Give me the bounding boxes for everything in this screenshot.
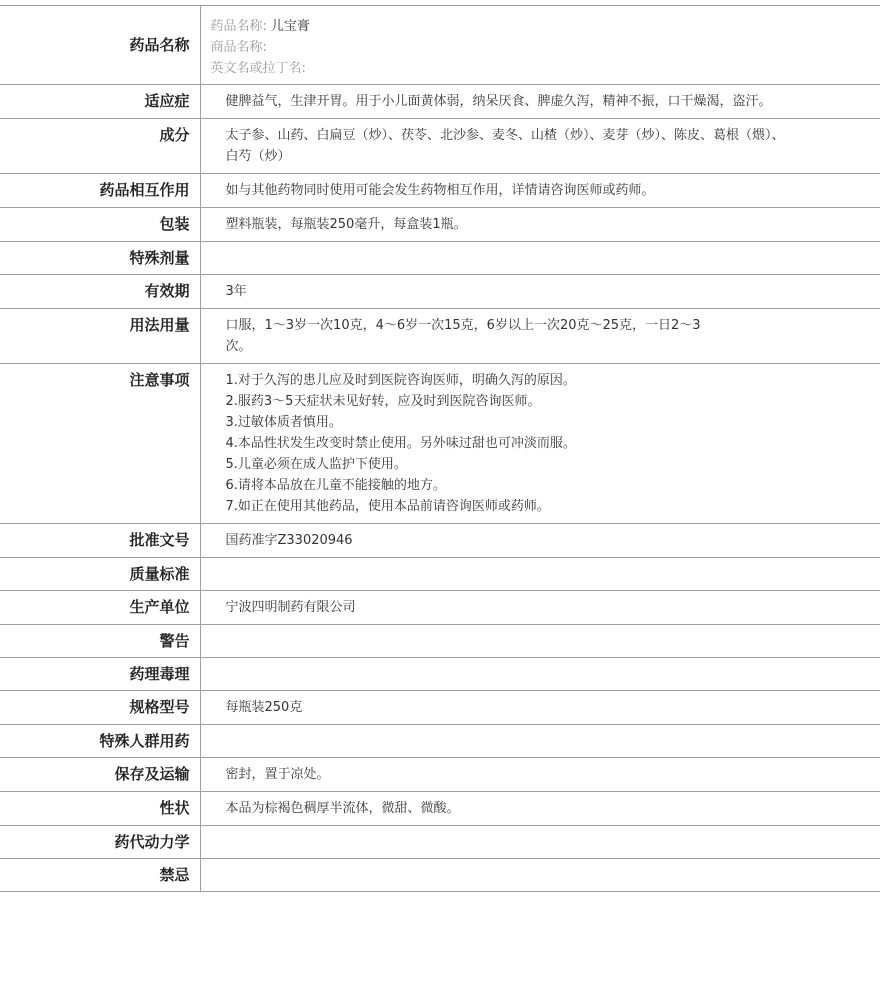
- row-pharmacology: [0, 658, 880, 691]
- label-appearance: 性状: [0, 792, 200, 826]
- row-spec: [0, 691, 880, 725]
- row-pharmacokinetics: [0, 826, 880, 859]
- row-package: [0, 208, 880, 242]
- generic-name-value: 儿宝膏: [270, 19, 310, 34]
- label-manufacturer: 生产单位: [0, 591, 200, 625]
- label-contraindications: 禁忌: [0, 859, 200, 892]
- precaution-item: 1.对于久泻的患儿应及时到医院咨询医师，明确久泻的原因。: [225, 373, 576, 388]
- value-warning: [200, 625, 880, 658]
- label-special-dose: 特殊剂量: [0, 242, 200, 275]
- row-storage: [0, 758, 880, 792]
- label-validity: 有效期: [0, 275, 200, 309]
- row-ingredients: [0, 119, 880, 174]
- latin-name-line: [211, 58, 791, 79]
- row-usage: [0, 309, 880, 364]
- latin-name-label: 英文名或拉丁名:: [210, 61, 306, 76]
- value-quality: [200, 558, 880, 591]
- row-quality: [0, 558, 880, 591]
- value-storage: 密封，置于凉处。: [200, 758, 880, 792]
- value-ingredients: 太子参、山药、白扁豆（炒）、茯苓、北沙参、麦冬、山楂（炒）、麦芽（炒）、陈皮、葛根（煨）、白芍（炒）: [200, 119, 880, 174]
- row-precautions: [0, 364, 880, 524]
- value-interaction: 如与其他药物同时使用可能会发生药物相互作用，详情请咨询医师或药师。: [200, 174, 880, 208]
- precaution-item: 5.儿童必须在成人监护下使用。: [225, 457, 407, 472]
- label-usage: 用法用量: [0, 309, 200, 364]
- row-drug-name: [0, 6, 880, 85]
- label-approval: 批准文号: [0, 524, 200, 558]
- row-interaction: [0, 174, 880, 208]
- value-pharmacology: [200, 658, 880, 691]
- value-spec: 每瓶装250克: [200, 691, 880, 725]
- label-package: 包装: [0, 208, 200, 242]
- precaution-item: 4.本品性状发生改变时禁止使用。另外味过甜也可冲淡而服。: [225, 436, 576, 451]
- drug-names-cell: [200, 6, 880, 85]
- precaution-item: 3.过敏体质者慎用。: [225, 415, 342, 430]
- drug-info-table: [0, 5, 880, 892]
- row-validity: [0, 275, 880, 309]
- label-ingredients: 成分: [0, 119, 200, 174]
- precaution-item: 2.服药3～5天症状未见好转，应及时到医院咨询医师。: [225, 394, 541, 409]
- label-precautions: 注意事项: [0, 364, 200, 524]
- label-warning: 警告: [0, 625, 200, 658]
- value-indication: 健脾益气，生津开胃。用于小儿面黄体弱，纳呆厌食、脾虚久泻，精神不振，口干燥渴，盗汗。: [200, 85, 880, 119]
- value-special-dose: [200, 242, 880, 275]
- row-approval: [0, 524, 880, 558]
- label-indication: 适应症: [0, 85, 200, 119]
- label-interaction: 药品相互作用: [0, 174, 200, 208]
- row-contraindications: [0, 859, 880, 892]
- precaution-item: 7.如正在使用其他药品，使用本品前请咨询医师或药师。: [225, 499, 550, 514]
- row-indication: [0, 85, 880, 119]
- value-precautions: [200, 364, 880, 524]
- label-drug-name: 药品名称: [0, 6, 200, 85]
- row-manufacturer: [0, 591, 880, 625]
- row-warning: [0, 625, 880, 658]
- value-validity: 3年: [200, 275, 880, 309]
- generic-name-label: 药品名称:: [210, 19, 267, 34]
- trade-name-label: 商品名称:: [210, 40, 267, 55]
- value-contraindications: [200, 859, 880, 892]
- label-quality: 质量标准: [0, 558, 200, 591]
- value-manufacturer: 宁波四明制药有限公司: [200, 591, 880, 625]
- row-special-dose: [0, 242, 880, 275]
- label-special-groups: 特殊人群用药: [0, 725, 200, 758]
- label-spec: 规格型号: [0, 691, 200, 725]
- value-appearance: 本品为棕褐色稠厚半流体，微甜、微酸。: [200, 792, 880, 826]
- row-special-groups: [0, 725, 880, 758]
- value-special-groups: [200, 725, 880, 758]
- value-package: 塑料瓶装，每瓶装250毫升，每盒装1瓶。: [200, 208, 880, 242]
- row-appearance: [0, 792, 880, 826]
- value-pharmacokinetics: [200, 826, 880, 859]
- generic-name-line: [211, 16, 791, 37]
- value-approval: 国药准字Z33020946: [200, 524, 880, 558]
- label-pharmacokinetics: 药代动力学: [0, 826, 200, 859]
- label-storage: 保存及运输: [0, 758, 200, 792]
- label-pharmacology: 药理毒理: [0, 658, 200, 691]
- trade-name-line: [211, 37, 791, 58]
- precaution-item: 6.请将本品放在儿童不能接触的地方。: [225, 478, 446, 493]
- value-usage: 口服，1～3岁一次10克，4～6岁一次15克，6岁以上一次20克～25克，一日2～3次。: [200, 309, 880, 364]
